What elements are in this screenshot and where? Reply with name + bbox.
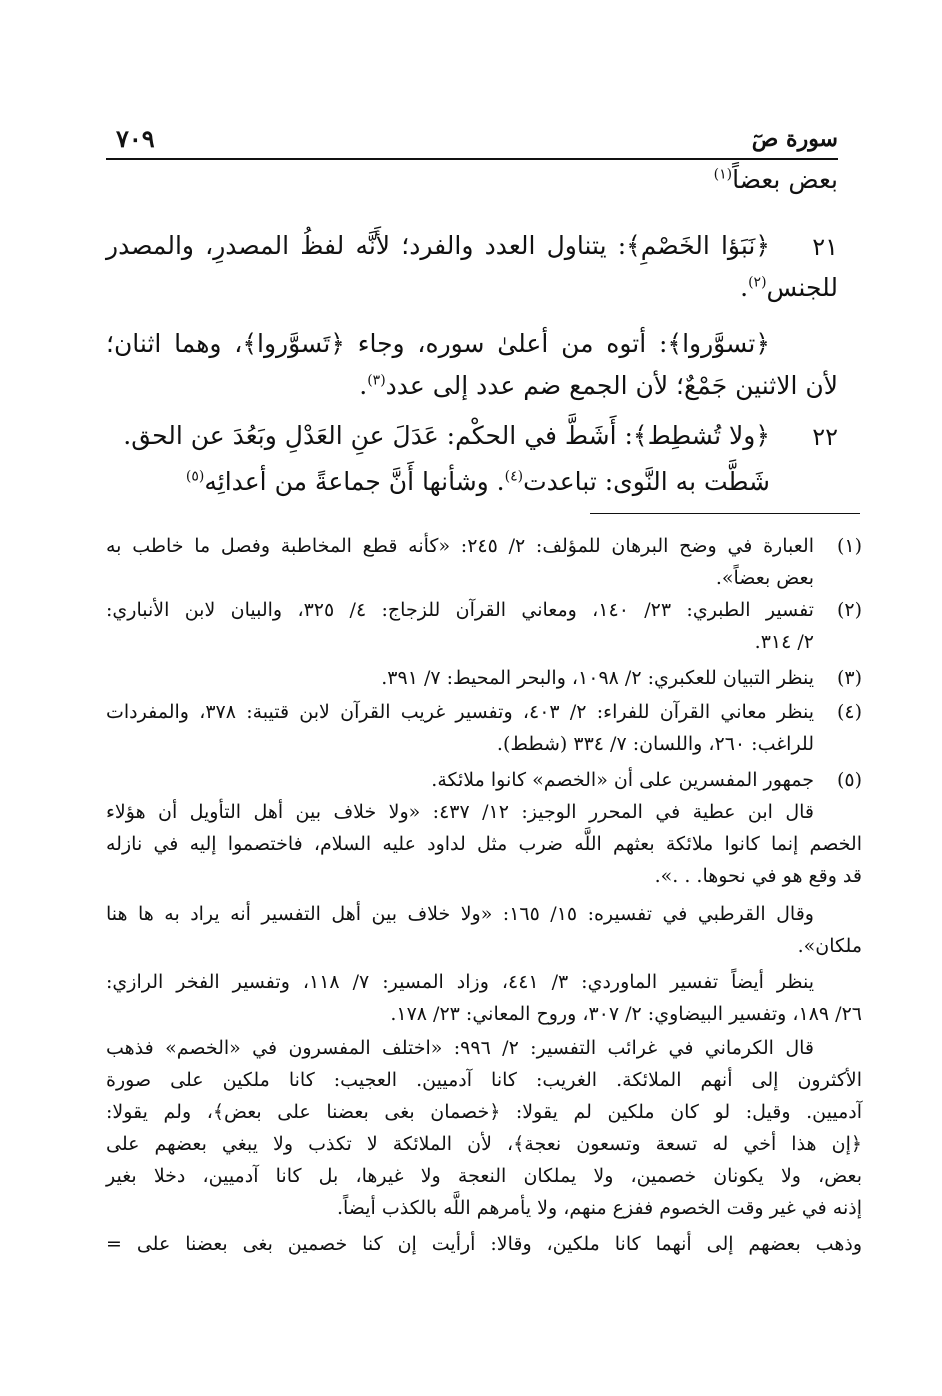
footnote-separator — [590, 513, 860, 514]
footnote-line: الخصم إنما كانوا ملائكة بعثهم اللَّه ضرب مثل لداود عليه السلام، فاختصموا إليه في نازله — [106, 833, 862, 855]
verse-number: ٢٢ — [812, 423, 838, 451]
footnote-line: ينظر التبيان للعكبري: ٢/ ١٠٩٨، والبحر المحيط: ٧/ ٣٩١. — [381, 667, 814, 689]
footnote-line: بعض، ولا يكونان خصمين، ولا يملكان النعجة ولا غيرها، بل كانا آدميين، دخلا بغير — [106, 1165, 862, 1187]
footnote-line: قال الكرماني في غرائب التفسير: ٢/ ٩٩٦: «اختلف المفسرون في «الخصم» فذهب — [106, 1037, 814, 1059]
footnote-ref: (١) — [713, 166, 733, 183]
footnote-line: قال ابن عطية في المحرر الوجيز: ١٢/ ٤٣٧: «ولا خلاف بين أهل التأويل أن هؤلاء — [106, 801, 814, 823]
footnote-number: (٥) — [836, 769, 862, 791]
footnote-line: وذهب بعضهم إلى أنهما كانا ملكين، وقالا: أرأيت إن كنا خصمين بغى بعضنا على = — [106, 1233, 862, 1255]
footnote-number: (٢) — [836, 599, 862, 621]
footnote-ref: (٥) — [185, 468, 205, 485]
page-header — [106, 118, 838, 160]
footnote-line: قد وقع هو في نحوها. . .». — [654, 865, 862, 887]
footnote-line: ملكان». — [797, 935, 862, 957]
page-number: ٧٠٩ — [116, 124, 155, 153]
footnote-line: ينظر معاني القرآن للفراء: ٢/ ٤٠٣، وتفسير غريب القرآن لابن قتيبة: ٣٧٨، والمفردات — [106, 701, 814, 723]
text-line: للجنس$^{(٢)}$. — [740, 273, 838, 302]
footnote-line: ٢/ ٣١٤. — [754, 631, 814, 653]
footnote-line: ٢٦/ ١٨٩، وتفسير البيضاوي: ٢/ ٣٠٧، وروح المعاني: ٢٣/ ١٧٨. — [390, 1003, 862, 1025]
verse-number: ٢١ — [812, 233, 838, 261]
footnote-number: (١) — [836, 535, 862, 557]
footnote-line: جمهور المفسرين على أن «الخصم» كانوا ملائكة. — [431, 769, 814, 791]
footnote-line: ﴿إن هذا أخي له تسعة وتسعون نعجة﴾، لأن الملائكة لا تكذب ولا يبغي بعضهم على — [106, 1133, 862, 1155]
footnote-number: (٣) — [836, 667, 862, 689]
footnote-number: (٤) — [836, 701, 862, 723]
text-line: شَطَّت به النَّوى: تباعدت$^{(٤)}$. وشأنها أَنَّ جماعةً من أعدائِه$^{(٥)}$ — [185, 467, 770, 496]
footnote-line: تفسير الطبري: ٢٣/ ١٤٠، ومعاني القرآن للزجاج: ٤/ ٣٢٥، والبيان لابن الأنباري: — [106, 599, 814, 621]
text-line: ﴿نَبَؤا الخَصْمِ﴾: يتناول العدد والفرد؛ لأَنَّه لفظُ المصدرِ، والمصدر — [106, 231, 770, 260]
text-line: لأن الاثنين جَمْعٌ؛ لأن الجمع ضم عدد إلى عدد$^{(٣)}$. — [359, 371, 838, 400]
text-line: ﴿ولا تُشطِط﴾: أَشَطَّ في الحكْم: عَدَلَ عنِ العَدْلِ وبَعُدَ عن الحق. — [123, 421, 770, 450]
footnote-line: بعض بعضاً». — [715, 567, 814, 589]
footnote-line: آدميين. وقيل: لو كان ملكين لم يقولا: ﴿خصمان بغى بعضنا على بعض﴾، ولم يقولا: — [106, 1101, 862, 1123]
footnote-line: وقال القرطبي في تفسيره: ١٥/ ١٦٥: «ولا خلاف بين أهل التفسير أنه يراد به ها هنا — [106, 903, 814, 925]
text-line: ﴿تسوَّروا﴾: أتوه من أعلىٰ سوره، وجاء ﴿تَسوَّروا﴾، وهما اثنان؛ — [106, 329, 770, 358]
footnote-line: العبارة في وضح البرهان للمؤلف: ٢/ ٢٤٥: «كأنه قطع المخاطبة وفصل ما خاطب به — [106, 535, 814, 557]
footnote-ref: (٣) — [367, 372, 386, 389]
text-line: بعض بعضاً$^{(١)}$ — [713, 165, 838, 194]
footnote-line: إذنه في غير وقت الخصوم ففزع منهم، ولا يأمرهم اللَّه بالكذب أيضاً. — [336, 1197, 862, 1219]
footnote-line: للراغب: ٢٦٠، واللسان: ٧/ ٣٣٤ (شطط). — [496, 733, 814, 755]
footnote-line: ينظر أيضاً تفسير الماوردي: ٣/ ٤٤١، وزاد المسير: ٧/ ١١٨، وتفسير الفخر الرازي: — [106, 971, 814, 993]
footnote-ref: (٢) — [748, 274, 767, 291]
footnote-line: الأكثرون إلى أنهم الملائكة. الغريب: كانا آدميين. العجيب: كانا ملكين على صورة — [106, 1069, 862, 1091]
footnote-ref: (٤) — [504, 468, 524, 485]
surah-title: سورة صٓ — [751, 126, 838, 152]
